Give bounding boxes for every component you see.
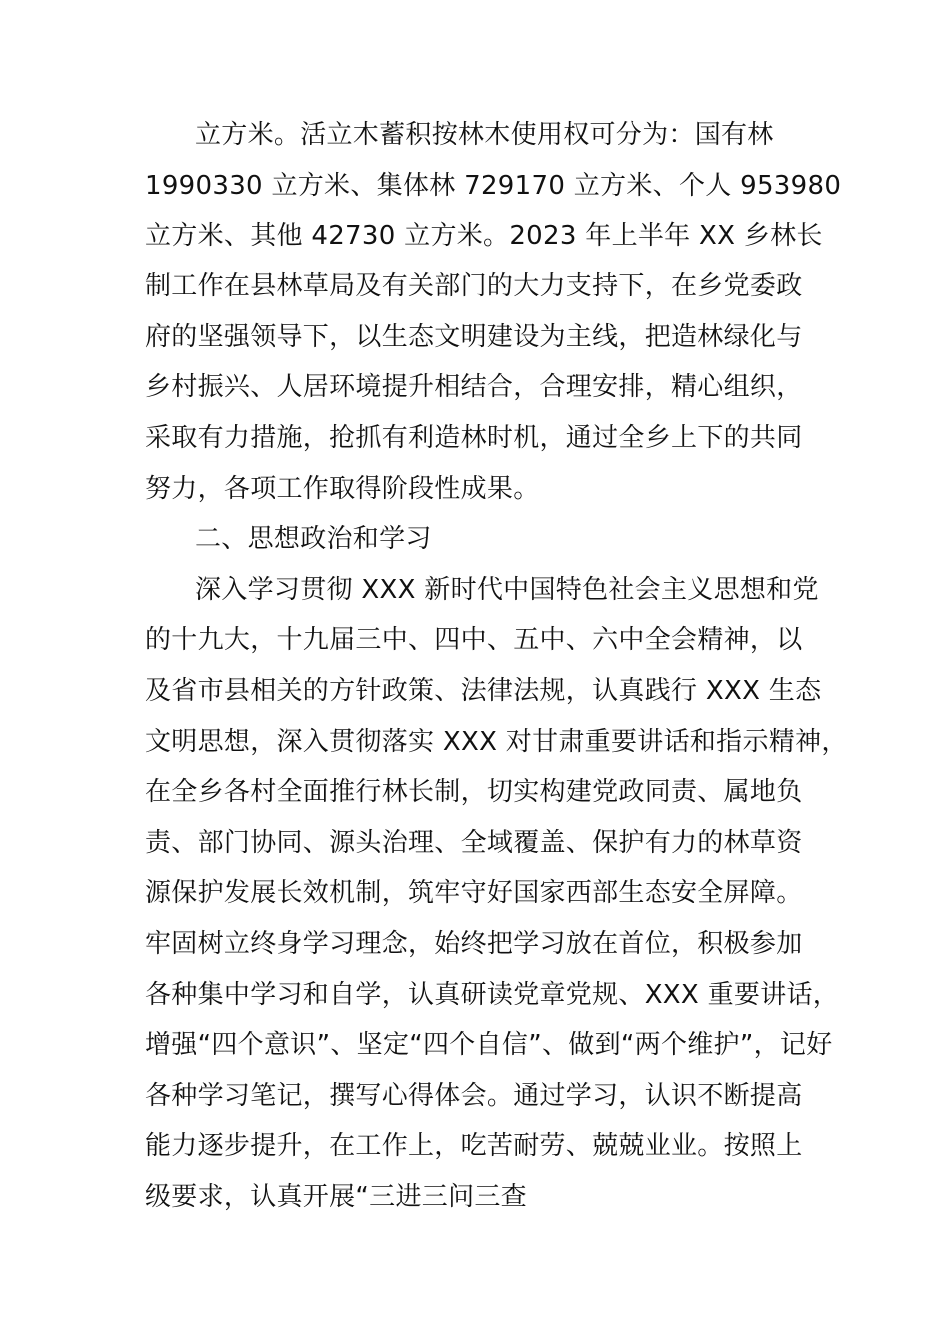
paragraph-line: 深入学习贯彻 XXX 新时代中国特色社会主义思想和党 xyxy=(195,575,819,605)
paragraph-line: 源保护发展长效机制，筑牢守好国家西部生态安全屏障。 xyxy=(145,878,803,908)
paragraph-line: 牢固树立终身学习理念，始终把学习放在首位，积极参加 xyxy=(145,929,803,959)
paragraph-line: 采取有力措施，抢抓有利造林时机，通过全乡上下的共同 xyxy=(145,423,803,453)
paragraph-line: 乡村振兴、人居环境提升相结合，合理安排，精心组织， xyxy=(145,372,803,402)
paragraph-line: 1990330 立方米、集体林 729170 立方米、个人 953980 xyxy=(145,171,842,201)
paragraph-line: 各种集中学习和自学，认真研读党章党规、XXX 重要讲话， xyxy=(145,980,840,1010)
paragraph-line: 及省市县相关的方针政策、法律法规，认真践行 XXX 生态 xyxy=(145,676,822,706)
paragraph-line: 级要求，认真开展“三进三问三查 xyxy=(145,1182,527,1212)
paragraph-line: 增强“四个意识”、坚定“四个自信”、做到“两个维护”，记好 xyxy=(145,1030,833,1060)
section-heading: 二、思想政治和学习 xyxy=(195,524,432,554)
paragraph-line: 文明思想，深入贯彻落实 XXX 对甘肃重要讲话和指示精神， xyxy=(145,727,848,757)
paragraph-line: 制工作在县林草局及有关部门的大力支持下，在乡党委政 xyxy=(145,271,803,301)
paragraph-line: 努力，各项工作取得阶段性成果。 xyxy=(145,474,540,504)
paragraph-line: 府的坚强领导下，以生态文明建设为主线，把造林绿化与 xyxy=(145,322,803,352)
paragraph-line: 立方米。活立木蓄积按林木使用权可分为：国有林 xyxy=(195,120,774,150)
paragraph-line: 各种学习笔记，撰写心得体会。通过学习，认识不断提高 xyxy=(145,1081,803,1111)
paragraph-line: 立方米、其他 42730 立方米。2023 年上半年 XX 乡林长 xyxy=(145,221,823,251)
paragraph-line: 的十九大，十九届三中、四中、五中、六中全会精神，以 xyxy=(145,625,803,655)
paragraph-line: 在全乡各村全面推行林长制，切实构建党政同责、属地负 xyxy=(145,777,803,807)
paragraph-line: 责、部门协同、源头治理、全域覆盖、保护有力的林草资 xyxy=(145,828,803,858)
paragraph-line: 能力逐步提升，在工作上，吃苦耐劳、兢兢业业。按照上 xyxy=(145,1131,803,1161)
